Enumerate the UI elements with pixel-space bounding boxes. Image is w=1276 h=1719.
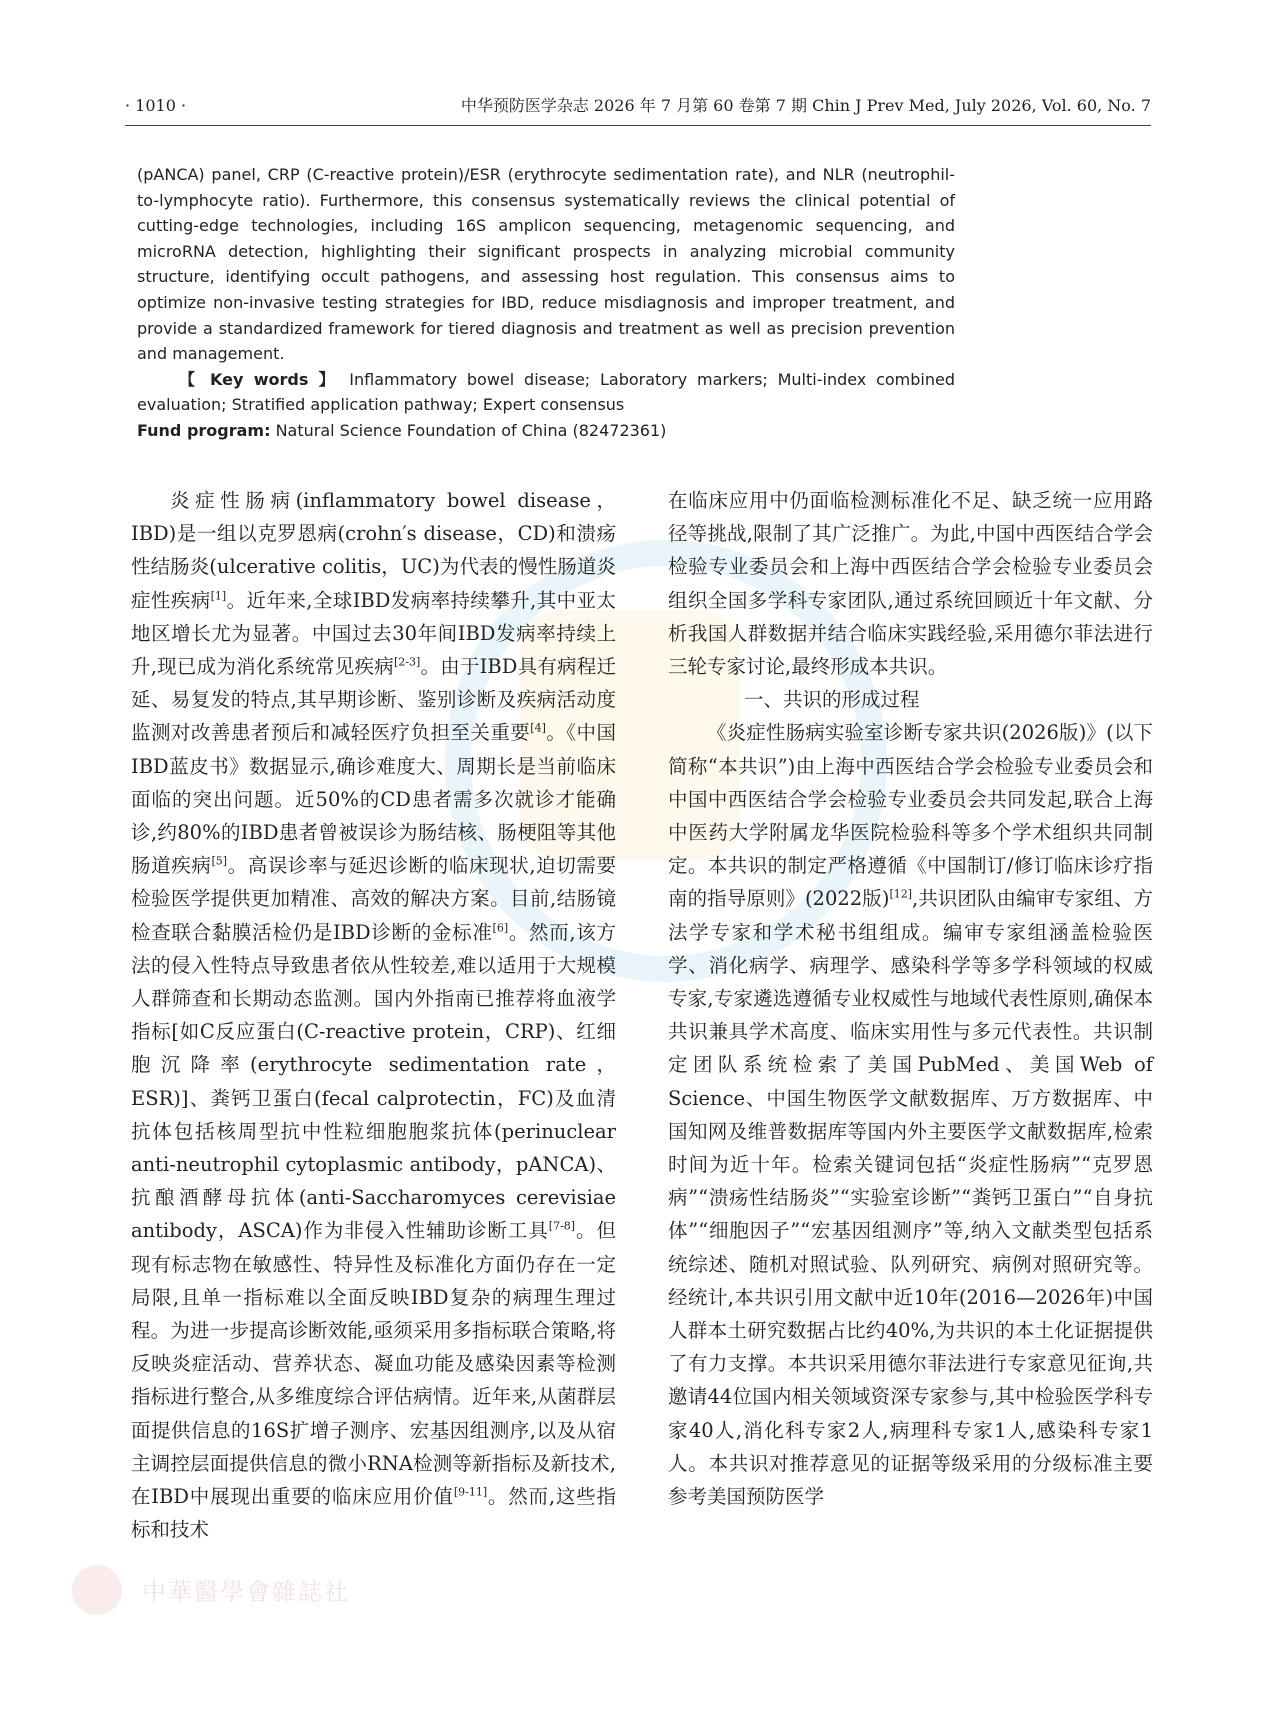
body-paragraph (668, 716, 1153, 1513)
body-column-right (668, 484, 1153, 1513)
body-paragraph: 在临床应用中仍面临检测标准化不足、缺乏统一应用路径等挑战,限制了其广泛推广。为此,中国中西医结合学会检验专业委员会和上海中西医结合学会检验专业委员会组织全国多学科专家团队,通过系统回顾近十年文献、分析我国人群数据并结合临床实践经验,采用德尔菲法进行三轮专家讨论,最终形成本共识。 (668, 489, 1153, 679)
citation-ref: [6] (492, 921, 509, 935)
keywords-label: 【 Key words 】 (179, 369, 340, 389)
body-text: 。近年来,全球IBD发病率持续攀升,其中亚太地区增长尤为显著。中国过去30年间IBD发病率持续上升,现已成为消化系统常见疾病 (131, 588, 616, 679)
body-text: 。高误诊率与延迟诊断的临床现状,迫切需要检验医学提供更加精准、高效的解决方案。目前,结肠镜检查联合黏膜活检仍是IBD诊断的金标准 (131, 854, 616, 944)
body-paragraph (131, 484, 616, 1547)
citation-ref: [1] (210, 589, 227, 603)
body-text: 。《中国IBD蓝皮书》数据显示,确诊难度大、周期长是当前临床面临的突出问题。近50%的CD患者需多次就诊才能确诊,约80%的IBD患者曾被误诊为肠结核、肠梗阻等其他肠道疾病 (131, 721, 616, 878)
journal-citation (461, 96, 1151, 116)
body-text: 。但现有标志物在敏感性、特异性及标准化方面仍存在一定局限,且单一指标难以全面反映IBD复杂的病理生理过程。为进一步提高诊断效能,亟须采用多指标联合策略,将反映炎症活动、营养状态、凝血功能及感染因素等检测指标进行整合,从多维度综合评估病情。近年来,从菌群层面提供信息的16S扩增子测序、宏基因组测序,以及从宿主调控层面提供信息的微小RNA检测等新指标及新技术,在IBD中展现出重要的临床应用价值 (131, 1219, 616, 1509)
keywords-text: Inflammatory bowel disease; Laboratory markers; Multi-index combined evaluation; Stratified application pathway; Expert consensus (137, 369, 955, 415)
journal-citation-en: Chin J Prev Med, July 2026, Vol. 60, No. 7 (812, 96, 1151, 115)
citation-ref: [9-11] (453, 1485, 488, 1499)
journal-citation-cn: 中华预防医学杂志 2026 年 7 月第 60 卷第 7 期 (460, 96, 807, 115)
body-text: 。然而,该方法的侵入性特点导致患者依从性较差,难以适用于大规模人群筛查和长期动态监测。国内外指南已推荐将血液学指标[如C反应蛋白(C-reactive protein，CRP)、红细胞沉降率(erythrocyte sedimentation rate，ESR)]、粪钙卫蛋白(fecal calprotectin，FC)及血清抗体包括核周型抗中性粒细胞胞浆抗体(perinuclear anti-neutrophil cytoplasmic antibody，pANCA)、抗酿酒酵母抗体(anti-Saccharomyces cerevisiae antibody，ASCA)作为非侵入性辅助诊断工具 (131, 920, 617, 1243)
keywords-line (137, 367, 955, 418)
section-heading: 一、共识的形成过程 (744, 688, 920, 712)
publisher-watermark: 中華醫學會雜誌社 (142, 1578, 350, 1606)
body-text: 炎症性肠病(inflammatory bowel disease，IBD)是一组以克罗恩病(crohn′s disease，CD)和溃疡性结肠炎(ulcerative colitis，UC)为代表的慢性肠道炎症性疾病 (131, 489, 616, 612)
body-column-left (131, 484, 616, 1547)
body-text: ,共识团队由编审专家组、方法学专家和学术秘书组组成。编审专家组涵盖检验医学、消化病学、病理学、感染科学等多学科领域的权威专家,专家遴选遵循专业权威性与地域代表性原则,确保本共识兼具学术高度、临床实用性与多元代表性。共识制定团队系统检索了美国PubMed、美国Web of Science、中国生物医学文献数据库、万方数据库、中国知网及维普数据库等国内外主要医学文献数据库,检索时间为近十年。检索关键词包括“炎症性肠病”“克罗恩病”“溃疡性结肠炎”“实验室诊断”“粪钙卫蛋白”“自身抗体”“细胞因子”“宏基因组测序”等,纳入文献类型包括系统综述、随机对照试验、队列研究、病例对照研究等。经统计,本共识引用文献中近10年(2016—2026年)中国人群本土研究数据占比约40%,为共识的本土化证据提供了有力支撑。本共识采用德尔菲法进行专家意见征询,共邀请44位国内相关领域资深专家参与,其中检验医学科专家40人,消化科专家2人,病理科专家1人,感染科专家1人。本共识对推荐意见的证据等级采用的分级标准主要参考美国预防医学 (668, 887, 1154, 1509)
citation-ref: [2-3] (393, 655, 421, 669)
body-text: 。然而,这些指标和技术 (131, 1485, 616, 1542)
body-text: 《炎症性肠病实验室诊断专家共识(2026版)》(以下简称“本共识”)由上海中西医结合学会检验专业委员会和中国中西医结合学会检验专业委员会共同发起,联合上海中医药大学附属龙华医院检验科等多个学术组织共同制定。本共识的制定严格遵循《中国制订/修订临床诊疗指南的指导原则》(2022版) (668, 721, 1153, 911)
citation-ref: [7-8] (548, 1219, 576, 1233)
publisher-logo-icon (72, 1565, 122, 1615)
header-rule (125, 125, 1151, 126)
fund-text: Natural Science Foundation of China (82472361) (275, 420, 667, 440)
page-number: · 1010 · (125, 96, 187, 115)
citation-ref: [5] (211, 854, 228, 868)
citation-ref: [12] (889, 887, 913, 901)
fund-label: Fund program: (137, 420, 271, 440)
abstract-text: (pANCA) panel, CRP (C-reactive protein)/ESR (erythrocyte sedimentation rate), and NLR (neutrophil-to-lymphocyte ratio). Furthermore, this consensus systematically reviews the clinical potential of cutting-edge technologies, including 16S amplicon sequencing, metagenomic sequencing, and microRNA detection, highlighting their significant prospects in analyzing microbial community structure, identifying occult pathogens, and assessing host regulation. This consensus aims to optimize non-invasive testing strategies for IBD, reduce misdiagnosis and improper treatment, and provide a standardized framework for tiered diagnosis and treatment as well as precision prevention and management. (137, 165, 955, 364)
body-text: 。由于IBD具有病程迁延、易复发的特点,其早期诊断、鉴别诊断及疾病活动度监测对改善患者预后和减轻医疗负担至关重要 (131, 655, 617, 745)
fund-line (137, 418, 955, 444)
citation-ref: [4] (530, 721, 546, 735)
english-abstract (137, 162, 955, 444)
